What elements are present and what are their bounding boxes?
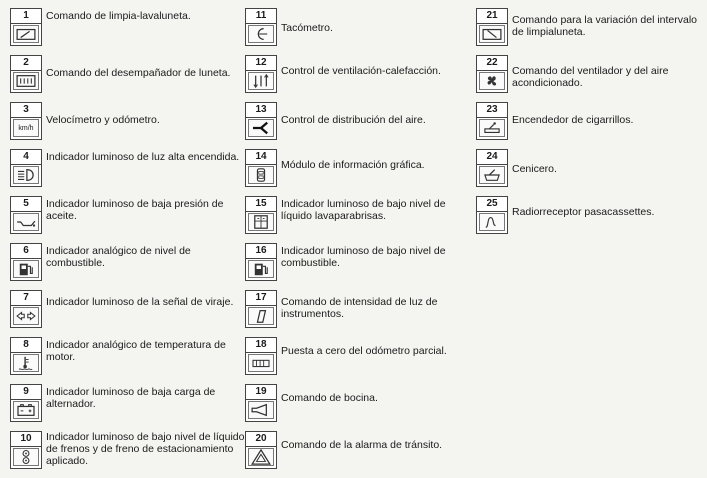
item-label: Indicador luminoso de bajo nivel de líquido de frenos y de freno de estacionamiento aplicado. (46, 431, 245, 467)
item-label: Comando de intensidad de luz de instrumentos. (281, 296, 438, 320)
icon-badge (245, 243, 277, 281)
icon-badge (10, 55, 42, 93)
rear-wiper-icon (13, 25, 39, 43)
item-label: Indicador luminoso de baja carga de alternador. (46, 386, 216, 410)
icon-badge (10, 337, 42, 375)
item-number: 14 (246, 150, 276, 165)
washer-fluid-icon (248, 213, 274, 231)
item-number: 15 (246, 197, 276, 212)
item-number: 20 (246, 432, 276, 447)
lighter-icon (479, 119, 505, 137)
item-label: Indicador luminoso de baja presión de aceite. (46, 198, 224, 222)
item-number: 8 (11, 338, 41, 353)
icon-badge (245, 102, 277, 140)
item-label: Indicador luminoso de bajo nivel de líquido lavaparabrisas. (281, 198, 446, 222)
low-fuel-icon (248, 260, 274, 278)
coolant-temp-icon (13, 354, 39, 372)
hazard-icon (248, 448, 274, 466)
trip-reset-icon (248, 354, 274, 372)
item-number: 18 (246, 338, 276, 353)
item-number: 12 (246, 56, 276, 71)
item-number: 7 (11, 291, 41, 306)
item-label: Control de distribución del aire. (281, 114, 426, 126)
item-number: 17 (246, 291, 276, 306)
item-label: Comando de bocina. (281, 392, 378, 404)
wiper-interval-icon (479, 25, 505, 43)
brake-warning-icon (13, 448, 39, 466)
icon-badge (10, 243, 42, 281)
icon-badge (245, 149, 277, 187)
high-beam-icon (13, 166, 39, 184)
item-label: Indicador luminoso de la señal de viraje. (46, 296, 234, 308)
item-number: 13 (246, 103, 276, 118)
tachometer-icon (248, 25, 274, 43)
item-label: Comando para la variación del intervalo de limpialuneta. (512, 14, 698, 38)
item-label: Indicador luminoso de luz alta encendida. (46, 151, 240, 163)
icon-badge (10, 102, 42, 140)
item-number: 3 (11, 103, 41, 118)
item-number: 9 (11, 385, 41, 400)
dimmer-icon (248, 307, 274, 325)
horn-icon (248, 401, 274, 419)
fan-icon (479, 72, 505, 90)
oil-pressure-icon (13, 213, 39, 231)
item-label: Indicador luminoso de bajo nivel de combustible. (281, 245, 446, 269)
air-distribution-icon (248, 119, 274, 137)
item-label: Comando de la alarma de tránsito. (281, 439, 443, 451)
turn-signal-icon (13, 307, 39, 325)
item-number: 16 (246, 244, 276, 259)
item-number: 19 (246, 385, 276, 400)
kmh-text: km/h (18, 125, 34, 132)
battery-icon (13, 401, 39, 419)
kmh-icon (13, 119, 39, 137)
item-number: 21 (477, 9, 507, 24)
item-label: Encendedor de cigarrillos. (512, 114, 634, 126)
item-number: 4 (11, 150, 41, 165)
item-number: 23 (477, 103, 507, 118)
rear-defrost-icon (13, 72, 39, 90)
icon-badge (245, 337, 277, 375)
icon-badge (10, 8, 42, 46)
item-number: 5 (11, 197, 41, 212)
icon-badge (476, 55, 508, 93)
item-number: 2 (11, 56, 41, 71)
icon-badge (10, 149, 42, 187)
item-number: 11 (246, 9, 276, 24)
item-label: Cenicero. (512, 163, 557, 175)
item-number: 10 (11, 432, 41, 447)
item-number: 25 (477, 197, 507, 212)
item-label: Módulo de información gráfica. (281, 159, 425, 171)
item-label: Radiorreceptor pasacassettes. (512, 206, 655, 218)
icon-badge (476, 196, 508, 234)
item-number: 1 (11, 9, 41, 24)
car-outline-icon (248, 166, 274, 184)
icon-badge (10, 196, 42, 234)
item-label: Comando del desempañador de luneta. (46, 67, 231, 79)
item-number: 22 (477, 56, 507, 71)
radio-icon (479, 213, 505, 231)
fuel-pump-icon (13, 260, 39, 278)
icon-badge (245, 55, 277, 93)
icon-badge (476, 8, 508, 46)
item-label: Comando de limpia-lavaluneta. (46, 10, 191, 22)
icon-badge (245, 431, 277, 469)
icon-badge (245, 290, 277, 328)
icon-badge (245, 8, 277, 46)
ashtray-icon (479, 166, 505, 184)
item-label: Indicador analógico de nivel de combustible. (46, 245, 191, 269)
item-number: 6 (11, 244, 41, 259)
item-label: Indicador analógico de temperatura de motor. (46, 339, 226, 363)
icon-badge (10, 384, 42, 422)
item-label: Velocímetro y odómetro. (46, 114, 160, 126)
icon-badge (476, 149, 508, 187)
icon-badge (10, 431, 42, 469)
item-number: 24 (477, 150, 507, 165)
item-label: Tacómetro. (281, 22, 333, 34)
heating-control-icon (248, 72, 274, 90)
item-label: Comando del ventilador y del aire acondicionado. (512, 65, 669, 89)
icon-badge (476, 102, 508, 140)
item-label: Control de ventilación-calefacción. (281, 65, 441, 77)
icon-badge (245, 196, 277, 234)
icon-badge (245, 384, 277, 422)
icon-badge (10, 290, 42, 328)
item-label: Puesta a cero del odómetro parcial. (281, 345, 447, 357)
